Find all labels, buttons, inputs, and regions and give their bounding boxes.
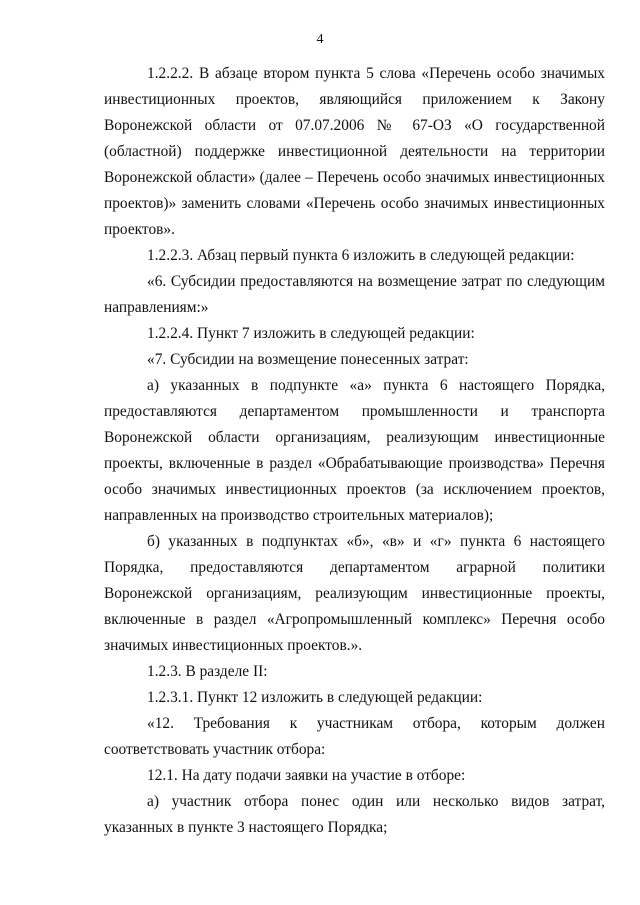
paragraph-clause-6: «6. Субсидии предоставляются на возмещение затрат по следующим направлениям:» <box>104 273 605 316</box>
paragraph-12-1: 12.1. На дату подачи заявки на участие в отборе: <box>147 767 466 784</box>
paragraph-1-2-3-1: 1.2.3.1. Пункт 12 изложить в следующей редакции: <box>147 689 483 706</box>
paragraph-12-1-a: а) участник отбора понес один или несколько видов затрат, указанных в пункте 3 настоящего Порядка; <box>104 793 605 836</box>
paragraph-1-2-3: 1.2.3. В разделе II: <box>147 663 268 680</box>
paragraph-1-2-2-2: 1.2.2.2. В абзаце втором пункта 5 слова «Перечень особо значимых инвестиционных проектов, являющийся приложением к Закону Воронежской области от 07.07.2006 № 67-ОЗ «О государственной (областной) поддержке инвестиционной деятельности на территории Воронежской области» (далее – Перечень особо значимых инвестиционных проектов)» заменить словами «Перечень особо значимых инвестиционных проектов». <box>104 65 605 238</box>
paragraph-clause-12: «12. Требования к участникам отбора, которым должен соответствовать участник отбора: <box>104 715 605 758</box>
paragraph-subclause-a: а) указанных в подпункте «а» пункта 6 настоящего Порядка, предоставляются департаментом промышленности и транспорта Воронежской области организациям, реализующим инвестиционные проекты, включенные в раздел «Обрабатывающие производства» Перечня особо значимых инвестиционных проектов (за исключением проектов, направленных на производство строительных материалов); <box>104 377 605 524</box>
paragraph-1-2-2-4: 1.2.2.4. Пункт 7 изложить в следующей редакции: <box>147 325 475 342</box>
document-body <box>104 61 605 841</box>
paragraph-1-2-2-3: 1.2.2.3. Абзац первый пункта 6 изложить в следующей редакции: <box>147 247 575 264</box>
paragraph-subclause-b: б) указанных в подпунктах «б», «в» и «г» пункта 6 настоящего Порядка, предоставляются департаментом аграрной политики Воронежской организациям, реализующим инвестиционные проекты, включенные в раздел «Агропромышленный комплекс» Перечня особо значимых инвестиционных проектов.». <box>104 533 605 654</box>
paragraph-clause-7: «7. Субсидии на возмещение понесенных затрат: <box>147 351 469 368</box>
page-number: 4 <box>316 32 324 47</box>
